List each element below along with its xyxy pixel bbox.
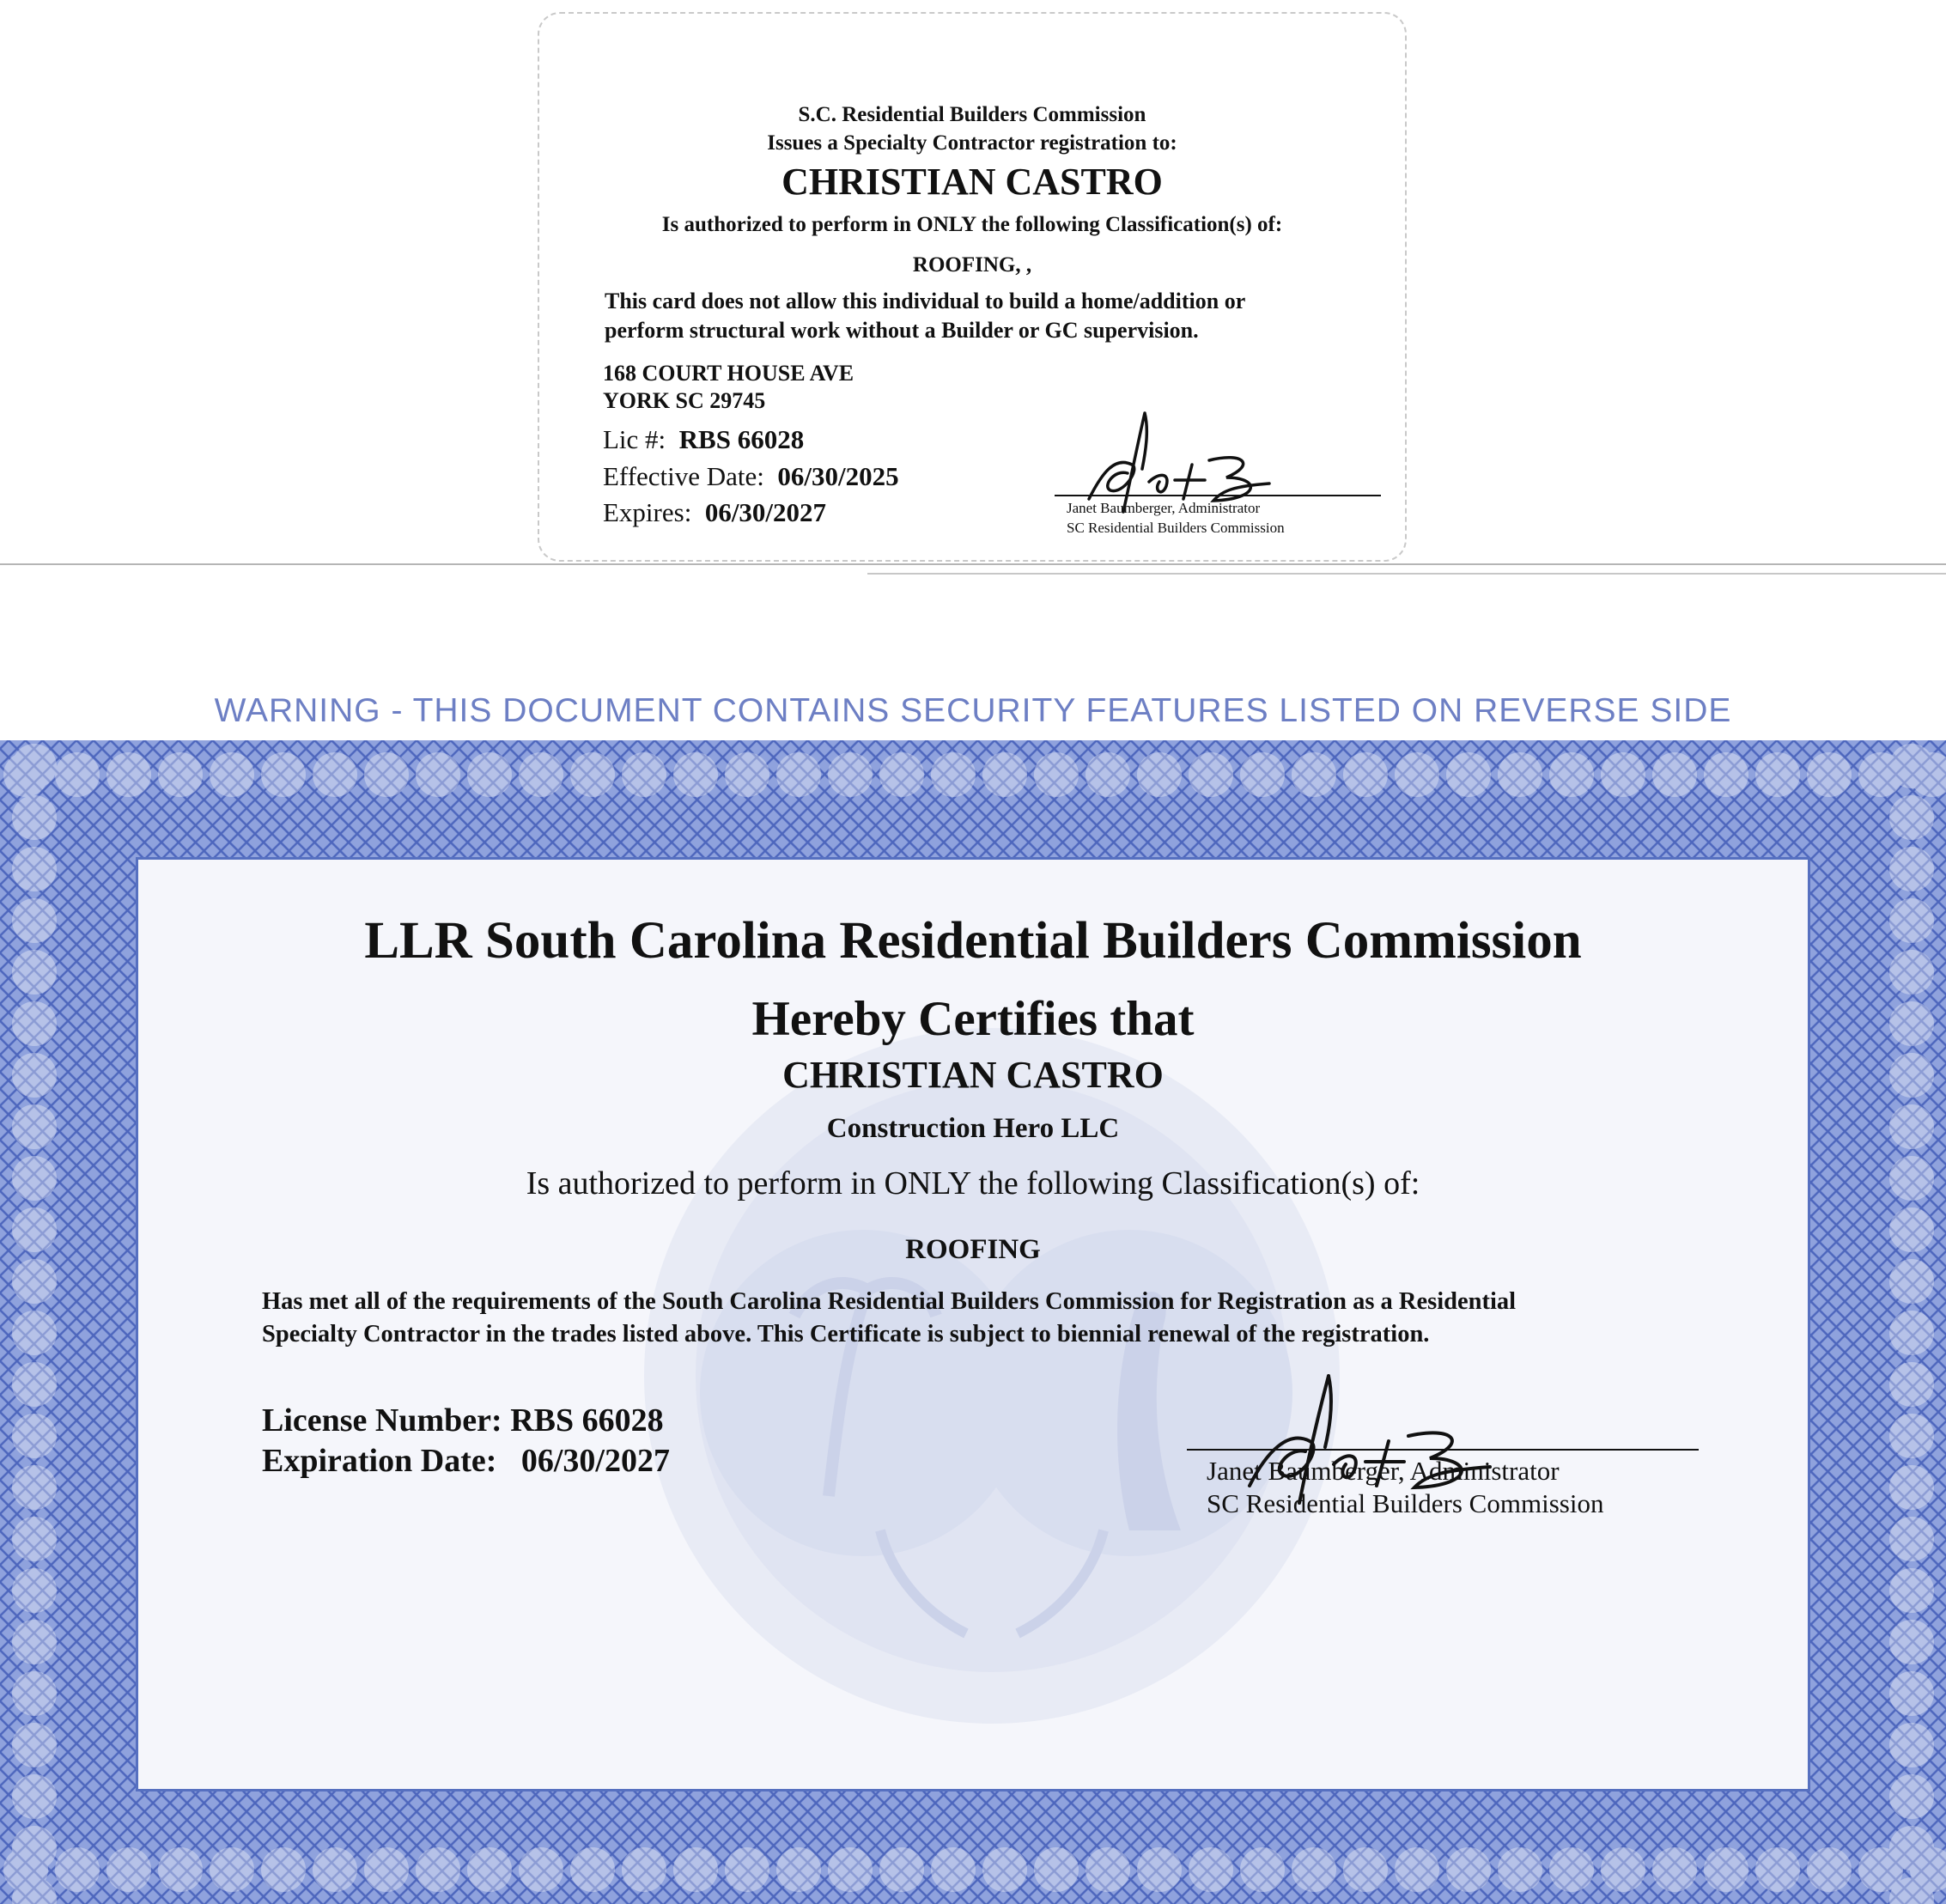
border-scallop [416, 1847, 460, 1892]
border-scallop [12, 1826, 57, 1871]
border-scallop [776, 1847, 821, 1892]
card-authorized-line: Is authorized to perform in ONLY the following Classification(s) of: [661, 213, 1283, 236]
card-address-line-1: 168 COURT HOUSE AVE [603, 361, 854, 386]
border-scallop [1446, 1847, 1491, 1892]
card-license-label: Lic #: [603, 424, 666, 454]
border-scallop [12, 1620, 57, 1664]
certificate-body-line-2: Specialty Contractor in the trades listed above. This Certificate is subject to biennial renewal of the registration. [262, 1321, 1430, 1347]
border-scallop [1549, 1847, 1594, 1892]
registration-card [538, 12, 1407, 562]
border-scallop [364, 1847, 409, 1892]
card-address-line-2: YORK SC 29745 [603, 388, 766, 413]
card-license-value: RBS 66028 [678, 424, 805, 454]
border-scallop [1240, 1847, 1285, 1892]
border-scallop [776, 752, 821, 797]
border-scallop [1704, 1847, 1748, 1892]
expiration-date-value: 06/30/2027 [520, 1443, 670, 1479]
border-scallop [364, 752, 409, 797]
certificate-holder-name: CHRISTIAN CASTRO [782, 1054, 1164, 1096]
border-scallop [1889, 744, 1934, 788]
border-scallop [1292, 1847, 1336, 1892]
certificate-company: Construction Hero LLC [826, 1113, 1120, 1144]
card-note-line-1: This card does not allow this individual to build a home/addition or [605, 289, 1246, 313]
card-expires-row [603, 497, 826, 528]
certificate-signature-line [1187, 1449, 1699, 1451]
border-scallop [313, 752, 357, 797]
border-scallop [1240, 752, 1285, 797]
border-scallop [1086, 1847, 1130, 1892]
border-scallop [725, 1847, 769, 1892]
border-scallop [1137, 752, 1182, 797]
license-number-row [262, 1402, 664, 1439]
border-scallop [879, 1847, 924, 1892]
border-scallop [1189, 752, 1233, 797]
card-note-line-2: perform structural work without a Builder or GC supervision. [605, 318, 1199, 343]
fold-line-secondary [867, 573, 1946, 575]
certificate-title: LLR South Carolina Residential Builders Commission [364, 912, 1582, 970]
card-expires-value: 06/30/2027 [704, 497, 827, 527]
border-scallop [1292, 752, 1336, 797]
border-scallop [467, 1847, 512, 1892]
border-scallop [1889, 1517, 1934, 1561]
border-scallop [12, 795, 57, 840]
border-scallop [261, 752, 306, 797]
card-holder-name: CHRISTIAN CASTRO [781, 161, 1163, 203]
border-scallop [519, 752, 563, 797]
border-scallop [1086, 752, 1130, 797]
border-scallop [1704, 752, 1748, 797]
fold-line [0, 563, 1946, 565]
card-effective-label: Effective Date: [603, 461, 764, 491]
border-scallop [1498, 752, 1542, 797]
border-scallop [673, 1847, 718, 1892]
border-scallop [1889, 1568, 1934, 1613]
border-scallop [1889, 1620, 1934, 1664]
border-scallop [1889, 795, 1934, 840]
certificate-classification: ROOFING [905, 1234, 1041, 1265]
border-scallop [106, 1847, 151, 1892]
card-expires-label: Expires: [603, 497, 692, 527]
border-scallop [1807, 1847, 1852, 1892]
certificate-authorized-line: Is authorized to perform in ONLY the following Classification(s) of: [526, 1165, 1420, 1201]
border-scallop [1889, 1311, 1934, 1355]
border-scallop [1889, 1723, 1934, 1767]
border-scallop [828, 1847, 873, 1892]
border-scallop [12, 1517, 57, 1561]
border-scallop [931, 1847, 976, 1892]
border-scallop [1189, 1847, 1233, 1892]
border-scallop [1034, 752, 1079, 797]
border-scallop [1755, 1847, 1800, 1892]
border-scallop [725, 752, 769, 797]
border-scallop [467, 752, 512, 797]
border-scallop [1034, 1847, 1079, 1892]
border-scallop [1601, 1847, 1645, 1892]
card-classification: ROOFING, , [912, 253, 1032, 277]
border-scallop [982, 1847, 1027, 1892]
border-scallop [570, 752, 615, 797]
border-scallop [1343, 1847, 1388, 1892]
border-scallop [210, 1847, 254, 1892]
border-scallop [1889, 1362, 1934, 1407]
border-scallop [1889, 1826, 1934, 1871]
card-signer-org: SC Residential Builders Commission [1067, 520, 1285, 536]
border-scallop [55, 752, 100, 797]
border-scallop [1889, 847, 1934, 891]
border-scallop [1889, 1774, 1934, 1819]
border-scallop [622, 752, 666, 797]
border-scallop [210, 752, 254, 797]
border-scallop [1755, 752, 1800, 797]
border-scallop [261, 1847, 306, 1892]
border-scallop [12, 1414, 57, 1458]
border-scallop [931, 752, 976, 797]
border-scallop [828, 752, 873, 797]
border-scallop [55, 1847, 100, 1892]
card-license-row [603, 424, 804, 455]
border-scallop [12, 744, 57, 788]
border-scallop [12, 1362, 57, 1407]
border-scallop [1343, 752, 1388, 797]
card-effective-value: 06/30/2025 [777, 461, 899, 491]
border-scallop [1889, 1465, 1934, 1510]
border-scallop [673, 752, 718, 797]
border-scallop [12, 1311, 57, 1355]
border-scallop [106, 752, 151, 797]
border-scallop [158, 1847, 203, 1892]
border-scallop [1498, 1847, 1542, 1892]
border-scallop [1446, 752, 1491, 797]
certificate-body-line-1: Has met all of the requirements of the South Carolina Residential Builders Commission for Registration as a Residential [262, 1288, 1517, 1315]
border-scallop [1889, 1414, 1934, 1458]
card-issues-line: Issues a Specialty Contractor registration to: [767, 131, 1177, 155]
border-scallop [1652, 752, 1697, 797]
border-scallop [158, 752, 203, 797]
card-signer-name: Janet Baumberger, Administrator [1067, 500, 1261, 516]
card-signature-line [1055, 495, 1381, 496]
certifies-heading: Hereby Certifies that [751, 992, 1195, 1046]
border-scallop [12, 1568, 57, 1613]
border-scallop [519, 1847, 563, 1892]
border-scallop [12, 847, 57, 891]
expiration-date-row [262, 1442, 670, 1480]
border-scallop [1652, 1847, 1697, 1892]
border-scallop [1549, 752, 1594, 797]
license-number-label: License Number: [262, 1402, 502, 1439]
border-scallop [570, 1847, 615, 1892]
border-scallop [982, 752, 1027, 797]
border-scallop [313, 1847, 357, 1892]
border-scallop [622, 1847, 666, 1892]
border-scallop [879, 752, 924, 797]
border-scallop [12, 1774, 57, 1819]
border-scallop [12, 1465, 57, 1510]
security-warning: WARNING - THIS DOCUMENT CONTAINS SECURITY FEATURES LISTED ON REVERSE SIDE [214, 692, 1732, 729]
certificate-signer-org: SC Residential Builders Commission [1207, 1488, 1604, 1518]
expiration-date-label: Expiration Date: [262, 1443, 497, 1479]
card-effective-row [603, 461, 899, 492]
license-number-value: RBS 66028 [510, 1402, 664, 1439]
border-scallop [416, 752, 460, 797]
border-scallop [1137, 1847, 1182, 1892]
border-scallop [1395, 1847, 1439, 1892]
certificate-signer-name: Janet Baumberger, Administrator [1207, 1456, 1560, 1486]
border-scallop [12, 1671, 57, 1716]
border-scallop [1395, 752, 1439, 797]
border-scallop [1601, 752, 1645, 797]
border-scallop [1807, 752, 1852, 797]
border-scallop [12, 1723, 57, 1767]
border-scallop [1889, 1671, 1934, 1716]
card-commission: S.C. Residential Builders Commission [798, 103, 1146, 126]
